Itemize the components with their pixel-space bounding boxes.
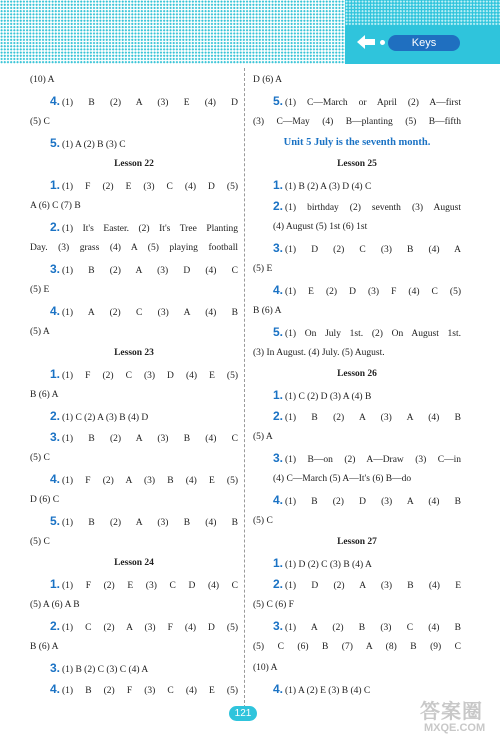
question-number: 1. [273, 388, 284, 402]
keys-label: Keys [388, 35, 460, 51]
answer-text: D (6) A [253, 75, 283, 85]
answer-text: (1) F (2) E (3) C (4) D (5) [62, 182, 238, 192]
answer-item [253, 448, 461, 468]
answer-text: (1) C (2) A (3) B (4) D [62, 413, 149, 423]
answer-text: A (6) C (7) B [30, 201, 81, 211]
answer-text: (3) C—May (4) B—planting (5) B—fifth [253, 117, 461, 127]
answer-continuation [30, 238, 238, 258]
question-number: 1. [273, 556, 284, 570]
question-number: 4. [273, 283, 284, 297]
answer-text: (1) birthday (2) seventh (3) August [285, 203, 461, 213]
answer-text: (1) F (2) E (3) C D (4) C [62, 581, 238, 591]
column-divider [244, 68, 245, 708]
answer-item [30, 364, 238, 384]
watermark-line2: MXQE.COM [424, 722, 486, 734]
lesson-heading: Lesson 26 [337, 369, 377, 379]
answer-text: (1) C (2) A (3) F (4) D (5) [62, 623, 238, 633]
answer-item [30, 133, 238, 153]
answer-text: (1) C (2) D (3) A (4) B [285, 392, 372, 402]
answer-item [30, 658, 238, 678]
answer-text: (5) A (6) A B [30, 600, 80, 610]
question-number: 4. [50, 472, 61, 486]
answer-text: (1) It's Easter. (2) It's Tree Planting [62, 224, 238, 234]
answer-text: (5) C [253, 516, 273, 526]
answer-continuation [30, 448, 238, 468]
answer-text: (1) On July 1st. (2) On August 1st. [285, 329, 461, 339]
question-number: 3. [50, 661, 61, 675]
answer-continuation [253, 70, 461, 90]
answer-item [253, 553, 461, 573]
answer-continuation [253, 427, 461, 447]
question-number: 2. [50, 409, 61, 423]
answer-text: (1) A (2) C (3) A (4) B [62, 308, 238, 318]
answer-continuation [30, 280, 238, 300]
header-band [345, 0, 500, 64]
answer-item [30, 217, 238, 237]
answer-item [30, 301, 238, 321]
answer-continuation [30, 196, 238, 216]
keys-dot [380, 40, 385, 45]
answer-text: (1) A (2) B (3) C (4) B [285, 623, 461, 633]
answer-continuation [253, 637, 461, 657]
answer-continuation [253, 469, 461, 489]
answer-text: (10) A [253, 663, 278, 673]
question-number: 2. [50, 220, 61, 234]
answer-text: (5) C [30, 117, 50, 127]
question-number: 1. [50, 178, 61, 192]
unit-title: Unit 5 July is the seventh month. [283, 137, 431, 148]
question-number: 4. [50, 94, 61, 108]
answer-text: D (6) C [30, 495, 60, 505]
answer-continuation [253, 301, 461, 321]
answer-text: (1) D (2) C (3) B (4) A [285, 560, 372, 570]
answer-item [30, 91, 238, 111]
answer-text: (5) C [30, 453, 50, 463]
answer-text: (1) B (2) A (3) A (4) B [285, 413, 461, 423]
answer-text: (3) In August. (4) July. (5) August. [253, 348, 385, 358]
answer-text: B (6) A [30, 390, 59, 400]
answer-item [30, 511, 238, 531]
arrow-left-icon [355, 33, 377, 51]
answer-item [30, 679, 238, 699]
answer-text: (1) B (2) A (3) D (4) C [62, 266, 238, 276]
answer-text: B (6) A [253, 306, 282, 316]
answer-item [253, 196, 461, 216]
answer-continuation [30, 637, 238, 657]
question-number: 1. [50, 577, 61, 591]
question-number: 1. [50, 367, 61, 381]
answer-text: (1) B (2) A (3) B (4) B [62, 518, 238, 528]
question-number: 2. [273, 577, 284, 591]
answer-text: (10) A [30, 75, 55, 85]
question-number: 4. [50, 304, 61, 318]
answer-item [30, 406, 238, 426]
answer-text: (1) F (2) C (3) D (4) E (5) [62, 371, 238, 381]
answer-item [253, 175, 461, 195]
answer-text: (5) C (6) B (7) A (8) B (9) C [253, 642, 461, 652]
answer-text: (1) B—on (2) A—Draw (3) C—in [285, 455, 461, 465]
answer-item [30, 616, 238, 636]
lesson-heading: Lesson 23 [114, 348, 154, 358]
answer-text: (1) B (2) A (3) E (4) D [62, 98, 238, 108]
answer-text: Day. (3) grass (4) A (5) playing football [30, 243, 238, 253]
question-number: 4. [273, 493, 284, 507]
question-number: 3. [273, 619, 284, 633]
question-number: 5. [273, 325, 284, 339]
answer-text: (1) B (2) A (3) B (4) C [62, 434, 238, 444]
answer-item [253, 574, 461, 594]
answer-continuation [253, 112, 461, 132]
answer-continuation [30, 532, 238, 552]
header-dot-pattern [345, 0, 500, 26]
answer-item [253, 385, 461, 405]
question-number: 4. [50, 682, 61, 696]
page-number: 121 [229, 706, 257, 721]
answer-text: (5) C [30, 537, 50, 547]
question-number: 1. [273, 178, 284, 192]
answer-text: (1) C—March or April (2) A—first [285, 98, 461, 108]
answer-item [30, 469, 238, 489]
answer-text: (1) F (2) A (3) B (4) E (5) [62, 476, 238, 486]
question-number: 3. [273, 241, 284, 255]
answer-continuation [30, 70, 238, 90]
lesson-heading: Lesson 27 [337, 537, 377, 547]
lesson-heading: Lesson 24 [114, 558, 154, 568]
answer-continuation [253, 343, 461, 363]
answer-item [30, 259, 238, 279]
answer-continuation [253, 511, 461, 531]
answer-item [253, 490, 461, 510]
question-number: 3. [50, 430, 61, 444]
question-number: 5. [50, 514, 61, 528]
answer-continuation [30, 490, 238, 510]
answer-text: (1) B (2) C (3) C (4) A [62, 665, 149, 675]
answer-text: (5) E [30, 285, 50, 295]
question-number: 2. [273, 199, 284, 213]
answer-text: (5) A [30, 327, 50, 337]
answer-continuation [253, 217, 461, 237]
answer-continuation [253, 595, 461, 615]
answer-item [253, 280, 461, 300]
answer-text: (1) B (2) A (3) D (4) C [285, 182, 372, 192]
answer-item [30, 427, 238, 447]
answer-continuation [30, 385, 238, 405]
answer-continuation [30, 322, 238, 342]
question-number: 5. [50, 136, 61, 150]
answer-continuation [30, 595, 238, 615]
question-number: 2. [273, 409, 284, 423]
answer-text: (4) August (5) 1st (6) 1st [273, 222, 368, 232]
answer-continuation [253, 259, 461, 279]
answer-item [253, 322, 461, 342]
answer-text: (5) E [253, 264, 273, 274]
answer-item [253, 616, 461, 636]
answer-item [30, 574, 238, 594]
answer-text: (5) A [253, 432, 273, 442]
question-number: 4. [273, 682, 284, 696]
answer-text: (1) A (2) E (3) B (4) C [285, 686, 371, 696]
answer-text: (1) E (2) D (3) F (4) C (5) [285, 287, 461, 297]
lesson-heading: Lesson 22 [114, 159, 154, 169]
answer-continuation [30, 112, 238, 132]
watermark [418, 695, 498, 739]
answer-text: B (6) A [30, 642, 59, 652]
answer-item [253, 238, 461, 258]
answer-item [30, 175, 238, 195]
answer-text: (1) B (2) D (3) A (4) B [285, 497, 461, 507]
question-number: 3. [273, 451, 284, 465]
answer-text: (1) D (2) C (3) B (4) A [285, 245, 461, 255]
answer-text: (1) B (2) F (3) C (4) E (5) [62, 686, 238, 696]
answer-continuation [253, 658, 461, 678]
dot-pattern [0, 0, 348, 64]
watermark-line1: 答案圈 [420, 701, 483, 723]
answer-text: (1) D (2) A (3) B (4) E [285, 581, 461, 591]
question-number: 2. [50, 619, 61, 633]
question-number: 5. [273, 94, 284, 108]
answer-item [253, 91, 461, 111]
question-number: 3. [50, 262, 61, 276]
answer-text: (5) C (6) F [253, 600, 294, 610]
answer-text: (1) A (2) B (3) C [62, 140, 126, 150]
lesson-heading: Lesson 25 [337, 159, 377, 169]
answer-item [253, 406, 461, 426]
answer-text: (4) C—March (5) A—It's (6) B—do [273, 474, 412, 484]
